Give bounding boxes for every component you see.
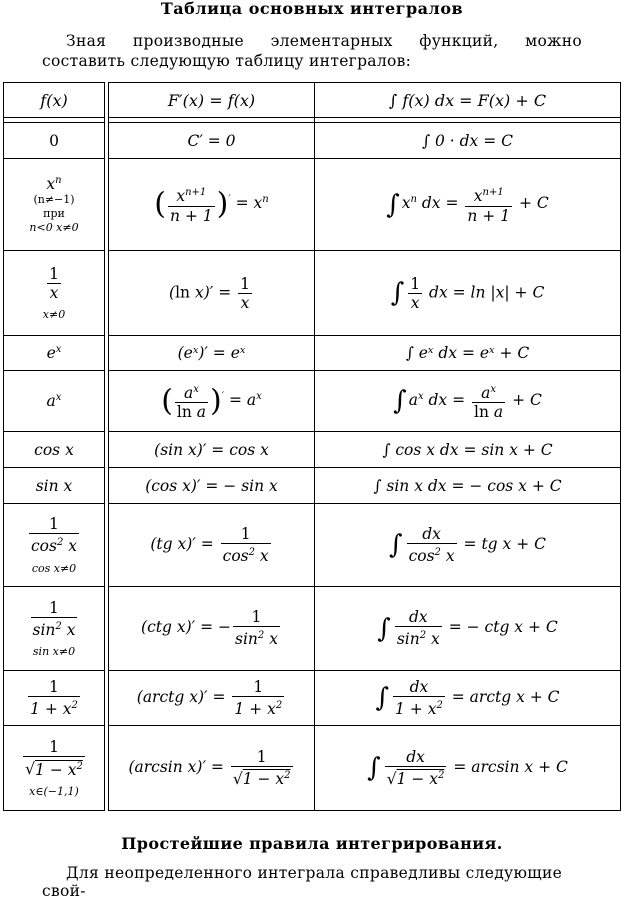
header-col2: F′(x) = f(x) — [109, 83, 315, 118]
table-row: $a^x$ ( $\frac{a^x}{\text{ln a}}$ )$' = a^x$ ∫ $a^x$ dx = $\frac{a^x}{\text{ln a}}$ + C — [4, 371, 621, 432]
table-row: $\frac{1}{\cos^2 x}$ cos x≠0 (tg x)′ = $\frac{1}{\cos^2 x}$ ∫ $\frac{dx}{\cos^2 x}$ = tg x + C — [4, 504, 621, 587]
header-col3: ∫ f(x) dx = F(x) + C — [315, 83, 621, 118]
cell-integral: ∫ 0 · dx = C — [315, 123, 621, 159]
table-row: 0 C′ = 0 ∫ 0 · dx = C — [4, 123, 621, 159]
table-header — [4, 83, 621, 118]
cell-derivative: C′ = 0 — [109, 123, 315, 159]
table-row: $e^x$ (eˣ)′ = eˣ ∫ eˣ dx = eˣ + C — [4, 336, 621, 371]
header-col1: f(x) — [4, 83, 105, 118]
integrals-table — [3, 82, 621, 811]
intro-paragraph: Зная производные элементарных функций, можно составить следующую таблицу интегралов: — [42, 32, 582, 70]
section-title: Простейшие правила интегрирования. — [121, 834, 503, 853]
table-row: $\frac{1}{\sin^2 x}$ sin x≠0 (ctg x)′ = − $\frac{1}{\sin^2 x}$ ∫ $\frac{dx}{\sin^2 x}$ = − ctg x + C — [4, 587, 621, 671]
page-title: Таблица основных интегралов — [160, 0, 464, 18]
table-row: $\frac{1}{x}$ x≠0 (ln x)′ = $\frac{1}{x}$ ∫ $\frac{1}{x}$ dx = ln |x| + C — [4, 251, 621, 336]
table-row: sin x (cos x)′ = − sin x ∫ sin x dx = − cos x + C — [4, 468, 621, 504]
table-row: $x^n$ (n≠−1) при n<0 x≠0 ( $\frac{x^{n+1}}{n + 1}$ )$' = x^n$ ∫ $x^n$ dx = $\frac{x^{n+1}}{n + 1}$ + C — [4, 159, 621, 251]
table-row: $\frac{1}{1 + x^2}$ (arctg x)′ = $\frac{1}{1 + x^2}$ ∫ $\frac{dx}{1 + x^2}$ = arctg x + C — [4, 671, 621, 726]
last-line: Для неопределенного интеграла справедливы следующие свой- — [42, 864, 563, 900]
table-row: $\frac{1}{√1 - x^2}$ x∈(−1,1) (arcsin x)′ = $\frac{1}{√1 - x^2}$ ∫ $\frac{dx}{√1 - x^2}$ = arcsin x + C — [4, 726, 621, 811]
table-row: cos x (sin x)′ = cos x ∫ cos x dx = sin x + C — [4, 432, 621, 468]
